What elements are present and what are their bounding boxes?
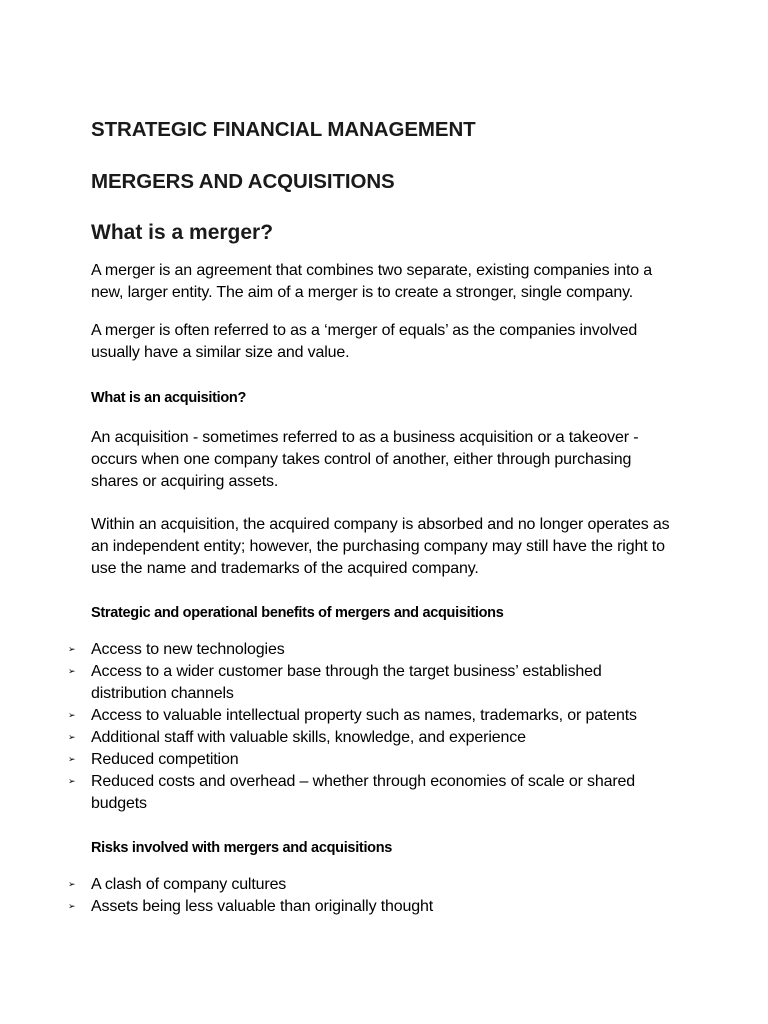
list-item	[68, 705, 671, 727]
list-item-text: Additional staff with valuable skills, knowledge, and experience	[91, 729, 526, 746]
merger-paragraph-1: A merger is an agreement that combines two separate, existing companies into a new, larger entity. The aim of a merger is to create a stronger, single company.	[91, 262, 653, 301]
list-item	[68, 661, 671, 705]
merger-paragraph-2: A merger is often referred to as a ‘merger of equals’ as the companies involved usually have a similar size and value.	[91, 322, 638, 361]
risks-heading: Risks involved with mergers and acquisitions	[91, 840, 393, 856]
list-item-text: Reduced competition	[91, 751, 239, 768]
arrow-bullet-icon: ➢	[68, 755, 76, 765]
document-title: STRATEGIC FINANCIAL MANAGEMENT	[91, 118, 476, 141]
list-item-text: A clash of company cultures	[91, 876, 287, 893]
document-subtitle: MERGERS AND ACQUISITIONS	[91, 170, 395, 193]
arrow-bullet-icon: ➢	[68, 667, 76, 677]
list-item-text: Reduced costs and overhead – whether through economies of scale or shared budgets	[91, 773, 636, 812]
list-item	[68, 749, 671, 771]
arrow-bullet-icon: ➢	[68, 777, 76, 787]
document-body	[68, 116, 691, 918]
arrow-bullet-icon: ➢	[68, 880, 76, 890]
benefits-list	[68, 639, 671, 815]
list-item	[68, 874, 671, 896]
list-item-text: Access to valuable intellectual property such as names, trademarks, or patents	[91, 707, 637, 724]
arrow-bullet-icon: ➢	[68, 733, 76, 743]
acquisition-paragraph-1: An acquisition - sometimes referred to as a business acquisition or a takeover - occurs when one company takes control of another, either through purchasing shares or acquiring assets.	[91, 429, 639, 490]
list-item-text: Access to a wider customer base through the target business’ established distribution channels	[91, 663, 602, 702]
arrow-bullet-icon: ➢	[68, 902, 76, 912]
list-item	[68, 771, 671, 815]
list-item	[68, 727, 671, 749]
list-item	[68, 896, 671, 918]
acquisition-heading: What is an acquisition?	[91, 390, 247, 406]
benefits-heading: Strategic and operational benefits of mergers and acquisitions	[91, 605, 504, 621]
arrow-bullet-icon: ➢	[68, 711, 76, 721]
merger-heading: What is a merger?	[91, 221, 274, 244]
acquisition-paragraph-2: Within an acquisition, the acquired company is absorbed and no longer operates as an independent entity; however, the purchasing company may still have the right to use the name and trademarks of the acquired company.	[91, 516, 670, 577]
arrow-bullet-icon: ➢	[68, 645, 76, 655]
list-item-text: Access to new technologies	[91, 641, 285, 658]
list-item-text: Assets being less valuable than originally thought	[91, 898, 434, 915]
list-item	[68, 639, 671, 661]
risks-list	[68, 874, 671, 918]
